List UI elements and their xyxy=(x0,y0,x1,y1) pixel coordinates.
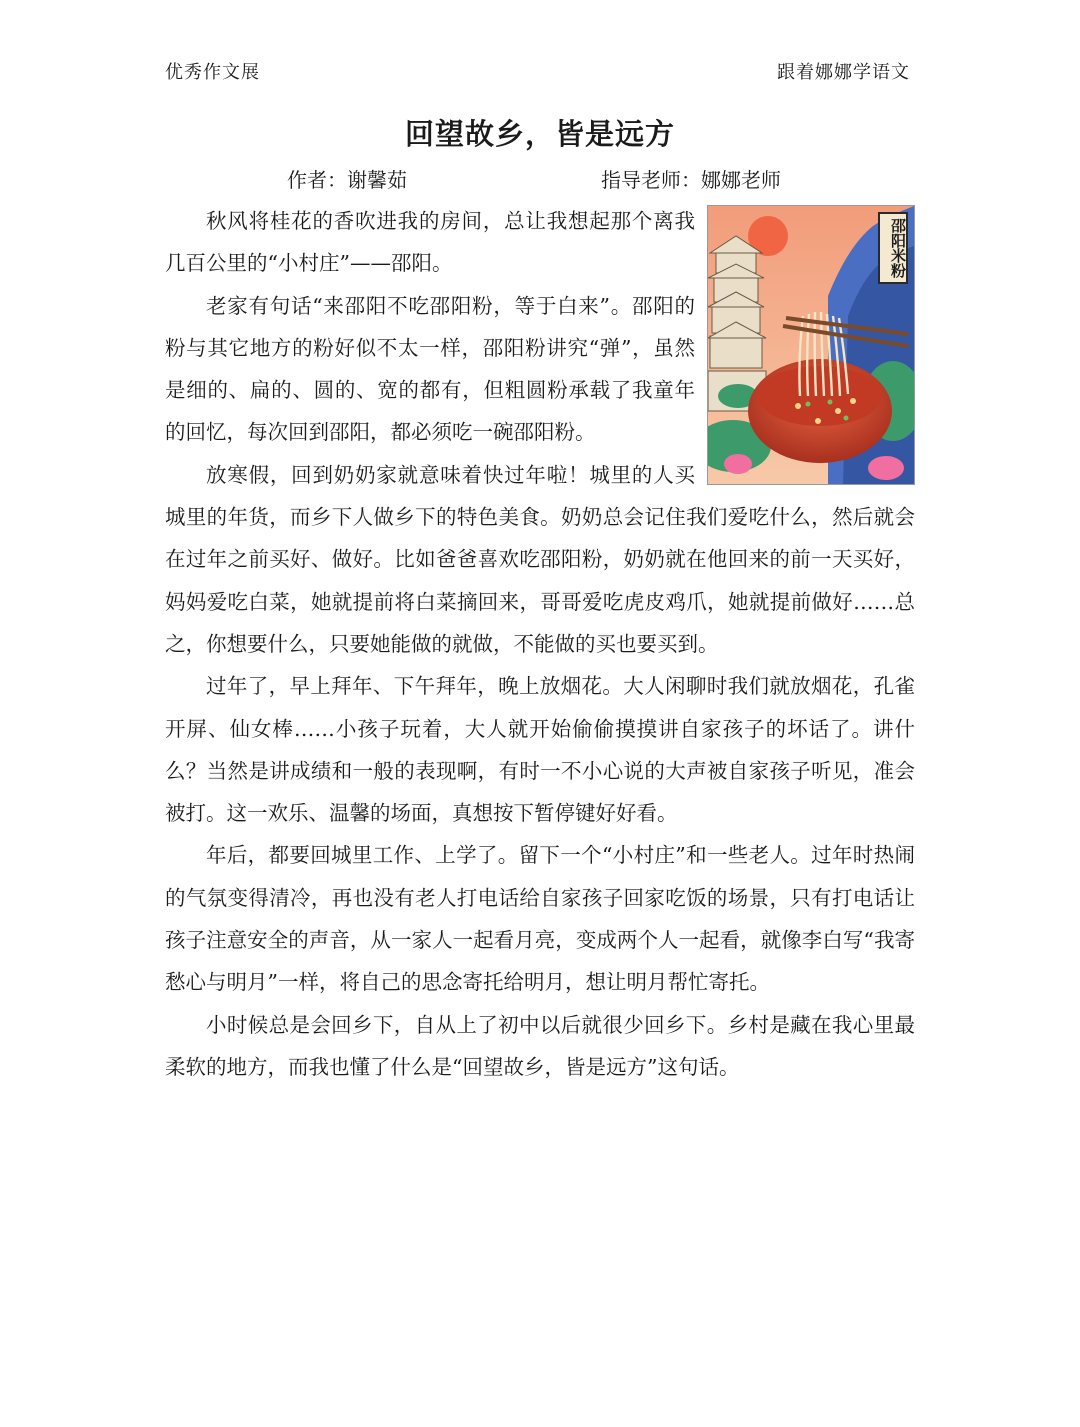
header-column-name: 优秀作文展 xyxy=(165,62,260,83)
teacher-byline: 指导老师：娜娜老师 xyxy=(601,168,781,192)
paragraph-2: 老家有句话“来邵阳不吃邵阳粉，等于白来”。邵阳的粉与其它地方的粉好似不太一样，邵阳粉讲究“弹”，虽然是细的、扁的、圆的、宽的都有，但粗圆粉承载了我童年的回忆，每次回到邵阳，都必须吃一碗邵阳粉。 xyxy=(165,293,695,445)
paragraph-3: 放寒假，回到奶奶家就意味着快过年啦！城里的人买城里的年货，而乡下人做乡下的特色美食。奶奶总会记住我们爱吃什么，然后就会在过年之前买好、做好。比如爸爸喜欢吃邵阳粉，奶奶就在他回来的前一天买好，妈妈爱吃白菜，她就提前将白菜摘回来，哥哥爱吃虎皮鸡爪，她就提前做好……总之，你想要什么，只要她能做的就做，不能做的买也要买到。 xyxy=(165,462,915,656)
paragraph-6: 小时候总是会回乡下，自从上了初中以后就很少回乡下。乡村是藏在我心里最柔软的地方，而我也懂了什么是“回望故乡，皆是远方”这句话。 xyxy=(165,1012,915,1079)
illustration-label: 邵阳米粉 xyxy=(878,212,908,284)
author-byline: 作者：谢馨茹 xyxy=(287,168,407,192)
article-body xyxy=(165,200,915,1088)
paragraph-4: 过年了，早上拜年、下午拜年，晚上放烟花。大人闲聊时我们就放烟花，孔雀开屏、仙女棒……小孩子玩着，大人就开始偷偷摸摸讲自家孩子的坏话了。讲什么？当然是讲成绩和一般的表现啊，有时一不小心说的大声被自家孩子听见，准会被打。这一欢乐、温馨的场面，真想按下暂停键好好看。 xyxy=(165,674,915,826)
paragraph-5: 年后，都要回城里工作、上学了。留下一个“小村庄”和一些老人。过年时热闹的气氛变得清冷，再也没有老人打电话给自家孩子回家吃饭的场景，只有打电话让孩子注意安全的声音，从一家人一起看月亮，变成两个人一起看，就像李白写“我寄愁心与明月”一样，将自己的思念寄托给明月，想让明月帮忙寄托。 xyxy=(165,843,915,995)
page-title: 回望故乡，皆是远方 xyxy=(404,117,675,151)
paragraph-1: 秋风将桂花的香吹进我的房间，总让我想起那个离我几百公里的“小村庄”——邵阳。 xyxy=(165,209,695,276)
header-series-name: 跟着娜娜学语文 xyxy=(777,62,910,83)
shaoyang-rice-noodle-illustration xyxy=(707,205,915,485)
